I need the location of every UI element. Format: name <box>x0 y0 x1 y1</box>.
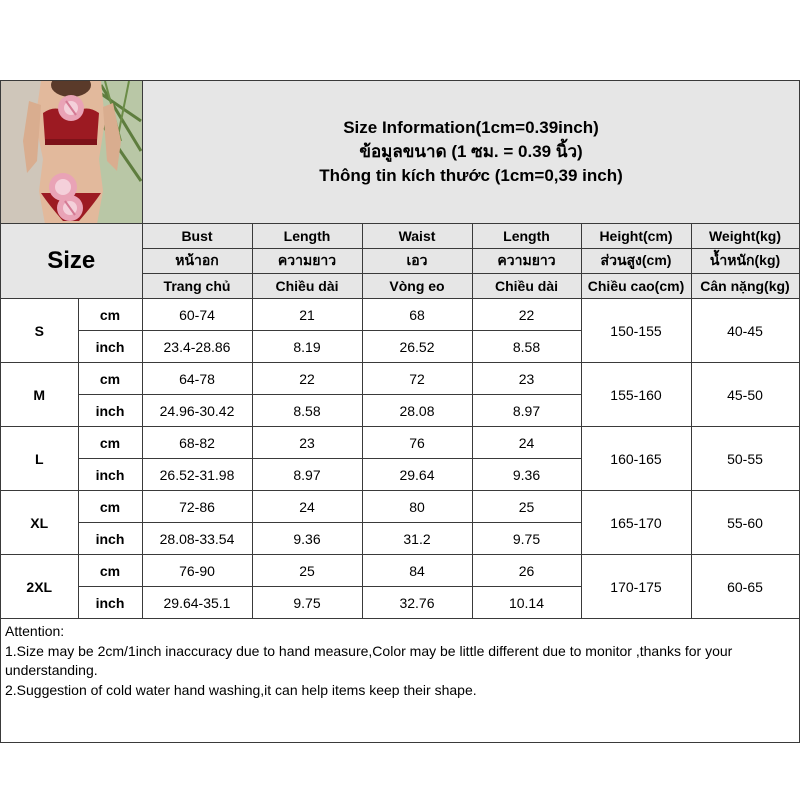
column-header: Waist <box>362 224 472 249</box>
bust-cell: 68-82 <box>142 427 252 459</box>
weight-cell: 40-45 <box>691 299 799 363</box>
length-cell: 25 <box>472 491 581 523</box>
size-table <box>1 224 800 619</box>
column-header: หน้าอก <box>142 249 252 274</box>
unit-label: inch <box>78 331 142 363</box>
length-cell: 25 <box>252 555 362 587</box>
length-cell: 8.97 <box>472 395 581 427</box>
column-header: Vòng eo <box>362 274 472 299</box>
weight-cell: 60-65 <box>691 555 799 619</box>
column-header: Chiều dài <box>472 274 581 299</box>
length-cell: 8.97 <box>252 459 362 491</box>
privacy-blur-icon <box>55 193 85 223</box>
column-header: Bust <box>142 224 252 249</box>
table-row <box>1 363 799 395</box>
column-header: น้ำหนัก(kg) <box>691 249 799 274</box>
column-header: Length <box>252 224 362 249</box>
length-cell: 22 <box>472 299 581 331</box>
table-row <box>1 299 799 331</box>
unit-label: cm <box>78 427 142 459</box>
size-label: S <box>1 299 78 363</box>
table-row <box>1 555 799 587</box>
length-cell: 10.14 <box>472 587 581 619</box>
title-english: Size Information(1cm=0.39inch) <box>343 118 599 137</box>
attention-notes <box>1 620 799 742</box>
privacy-blur-icon <box>56 93 86 123</box>
waist-cell: 68 <box>362 299 472 331</box>
title-thai: ข้อมูลขนาด (1 ซม. = 0.39 นิ้ว) <box>359 142 583 161</box>
column-header: Weight(kg) <box>691 224 799 249</box>
length-cell: 8.58 <box>472 331 581 363</box>
attention-heading: Attention: <box>5 623 65 639</box>
bust-cell: 72-86 <box>142 491 252 523</box>
unit-label: inch <box>78 523 142 555</box>
attention-note-2: 2.Suggestion of cold water hand washing,it can help items keep their shape. <box>5 681 477 698</box>
length-cell: 9.75 <box>472 523 581 555</box>
column-header: Height(cm) <box>581 224 691 249</box>
waist-cell: 32.76 <box>362 587 472 619</box>
size-label: L <box>1 427 78 491</box>
size-chart <box>0 80 800 743</box>
bust-cell: 23.4-28.86 <box>142 331 252 363</box>
bust-cell: 60-74 <box>142 299 252 331</box>
size-label: M <box>1 363 78 427</box>
weight-cell: 50-55 <box>691 427 799 491</box>
weight-cell: 45-50 <box>691 363 799 427</box>
bust-cell: 26.52-31.98 <box>142 459 252 491</box>
header-row-english <box>1 224 799 249</box>
length-cell: 26 <box>472 555 581 587</box>
height-cell: 165-170 <box>581 491 691 555</box>
column-header: เอว <box>362 249 472 274</box>
table-row <box>1 427 799 459</box>
waist-cell: 72 <box>362 363 472 395</box>
column-header: Cân nặng(kg) <box>691 274 799 299</box>
size-column-header: Size <box>1 224 142 299</box>
length-cell: 24 <box>472 427 581 459</box>
waist-cell: 28.08 <box>362 395 472 427</box>
column-header: ส่วนสูง(cm) <box>581 249 691 274</box>
length-cell: 21 <box>252 299 362 331</box>
length-cell: 9.36 <box>252 523 362 555</box>
column-header: Trang chủ <box>142 274 252 299</box>
height-cell: 150-155 <box>581 299 691 363</box>
height-cell: 170-175 <box>581 555 691 619</box>
waist-cell: 84 <box>362 555 472 587</box>
unit-label: cm <box>78 299 142 331</box>
title-vietnamese: Thông tin kích thước (1cm=0,39 inch) <box>319 166 623 185</box>
product-photo <box>1 81 143 224</box>
attention-note-1: 1.Size may be 2cm/1inch inaccuracy due to hand measure,Color may be little different due to monitor ,thanks for your understanding. <box>5 642 733 678</box>
bust-cell: 24.96-30.42 <box>142 395 252 427</box>
column-header: Chiều dài <box>252 274 362 299</box>
size-label: 2XL <box>1 555 78 619</box>
column-header: ความยาว <box>472 249 581 274</box>
weight-cell: 55-60 <box>691 491 799 555</box>
length-cell: 22 <box>252 363 362 395</box>
unit-label: inch <box>78 395 142 427</box>
length-cell: 24 <box>252 491 362 523</box>
height-cell: 155-160 <box>581 363 691 427</box>
table-row <box>1 491 799 523</box>
length-cell: 9.36 <box>472 459 581 491</box>
length-cell: 23 <box>252 427 362 459</box>
column-header: Chiều cao(cm) <box>581 274 691 299</box>
title-block <box>143 81 799 224</box>
size-label: XL <box>1 491 78 555</box>
bust-cell: 64-78 <box>142 363 252 395</box>
waist-cell: 29.64 <box>362 459 472 491</box>
length-cell: 8.58 <box>252 395 362 427</box>
waist-cell: 80 <box>362 491 472 523</box>
length-cell: 9.75 <box>252 587 362 619</box>
unit-label: inch <box>78 459 142 491</box>
length-cell: 8.19 <box>252 331 362 363</box>
bust-cell: 76-90 <box>142 555 252 587</box>
unit-label: cm <box>78 363 142 395</box>
height-cell: 160-165 <box>581 427 691 491</box>
column-header: Length <box>472 224 581 249</box>
bust-cell: 28.08-33.54 <box>142 523 252 555</box>
unit-label: inch <box>78 587 142 619</box>
unit-label: cm <box>78 491 142 523</box>
length-cell: 23 <box>472 363 581 395</box>
waist-cell: 76 <box>362 427 472 459</box>
column-header: ความยาว <box>252 249 362 274</box>
unit-label: cm <box>78 555 142 587</box>
bust-cell: 29.64-35.1 <box>142 587 252 619</box>
waist-cell: 26.52 <box>362 331 472 363</box>
waist-cell: 31.2 <box>362 523 472 555</box>
